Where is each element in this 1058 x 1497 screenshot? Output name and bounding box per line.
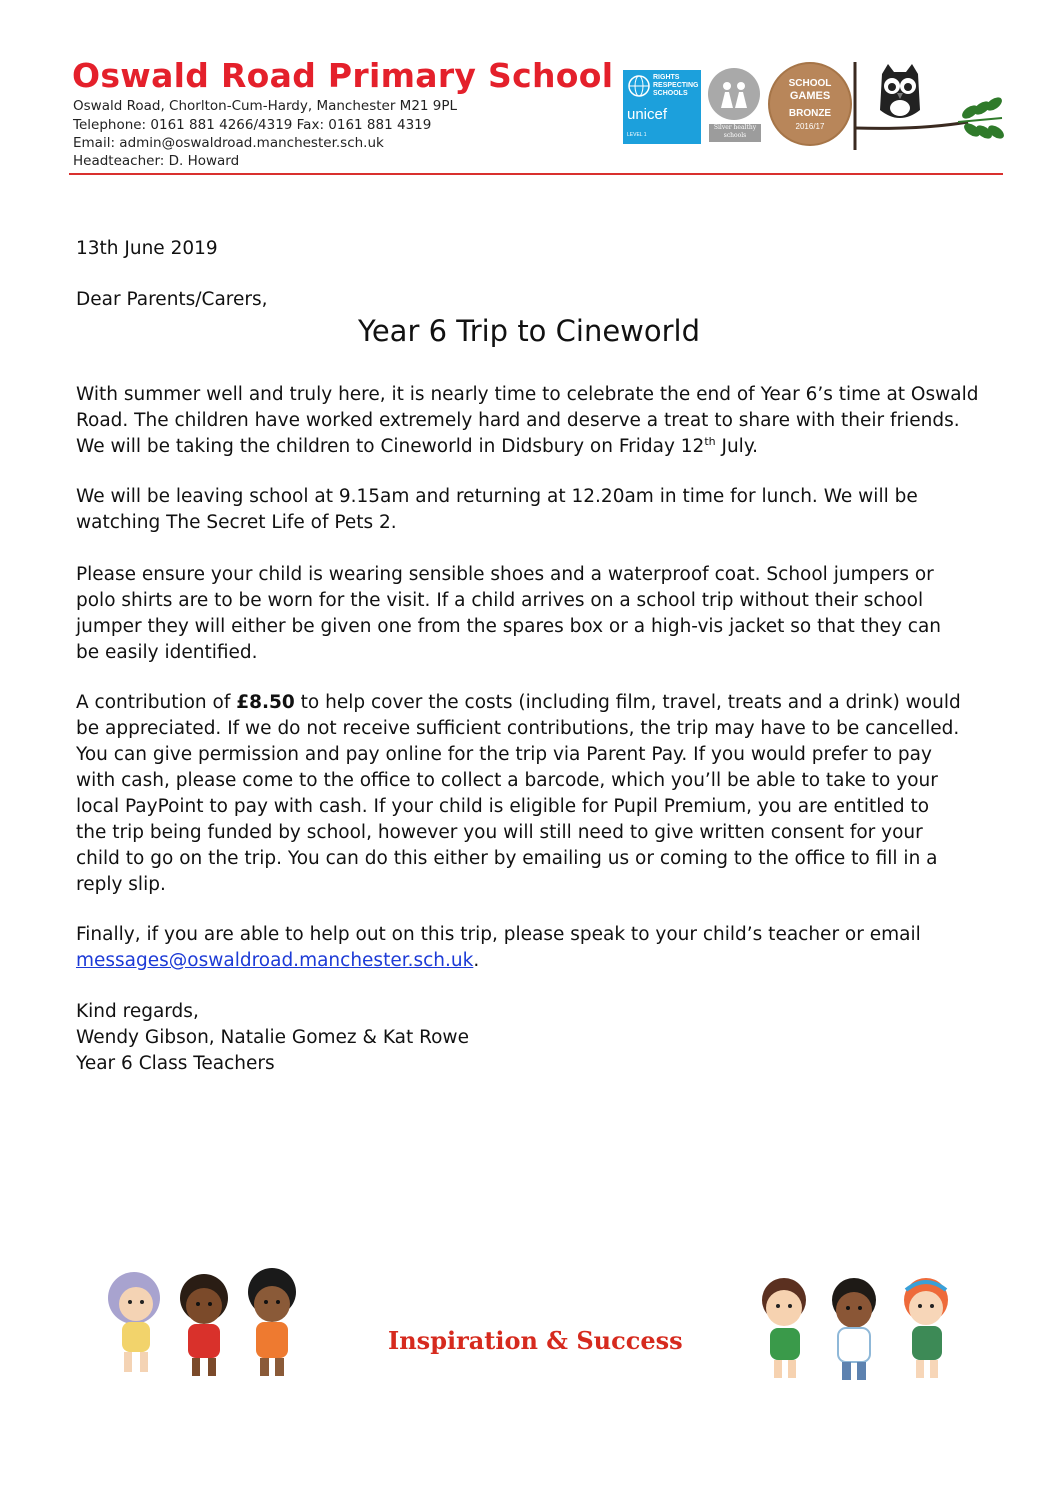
games-badge-line2: GAMES xyxy=(789,90,831,102)
child-figure-5 xyxy=(832,1278,876,1380)
paragraph-volunteer xyxy=(76,922,982,974)
paragraph-line: with cash, please come to the office to collect a barcode, which you’ll be able to take to your xyxy=(76,770,938,791)
child-figure-3 xyxy=(248,1268,296,1376)
healthy-schools-emblem xyxy=(708,68,760,120)
signatories: Wendy Gibson, Natalie Gomez & Kat Rowe xyxy=(76,1027,469,1048)
unicef-badge-text-2: RESPECTING xyxy=(653,82,699,89)
footer-motto: Inspiration & Success xyxy=(388,1326,683,1355)
paragraph-line: local PayPoint to pay with cash. If your child is eligible for Pupil Premium, you are entitled to xyxy=(76,796,930,817)
email-trailing: . xyxy=(473,950,480,971)
paragraph-line: Finally, if you are able to help out on this trip, please speak to your child’s teacher or email xyxy=(76,924,921,945)
children-illustration-right xyxy=(746,1266,966,1390)
paragraph-line: You can give permission and pay online for the trip via Parent Pay. If you would prefer to pay xyxy=(76,744,932,765)
school-games-bronze-badge xyxy=(768,62,852,146)
trip-date-text: We will be taking the children to Cineworld in Didsbury on Friday 12 xyxy=(76,436,705,457)
paragraph-line: With summer well and truly here, it is nearly time to celebrate the end of Year 6’s time at Oswald xyxy=(76,384,979,405)
letter-date: 13th June 2019 xyxy=(76,238,218,259)
child-figure-4 xyxy=(762,1278,806,1378)
healthy-schools-caption: Silver healthy schools xyxy=(709,124,761,142)
school-phone: Telephone: 0161 881 4266/4319 Fax: 0161 881 4319 xyxy=(73,117,432,133)
school-address: Oswald Road, Chorlton-Cum-Hardy, Manchester M21 9PL xyxy=(73,98,458,114)
paragraph-line xyxy=(76,948,982,974)
ordinal-suffix: th xyxy=(704,434,716,448)
unicef-brand: unicef xyxy=(627,106,668,123)
unicef-rights-respecting-badge xyxy=(623,70,701,144)
paragraph-line xyxy=(76,434,982,460)
signatory-role: Year 6 Class Teachers xyxy=(76,1053,275,1074)
contribution-lead: A contribution of xyxy=(76,692,237,713)
contribution-amount: £8.50 xyxy=(236,692,295,713)
contribution-rest: to help cover the costs (including film, travel, treats and a drink) would xyxy=(294,692,961,713)
games-badge-line1: SCHOOL xyxy=(788,78,832,89)
globe-icon xyxy=(627,74,651,98)
paragraph-line: the trip being funded by school, however you will still need to give written consent for your xyxy=(76,822,923,843)
school-email: Email: admin@oswaldroad.manchester.sch.uk xyxy=(73,135,384,151)
owl-on-branch-logo xyxy=(850,60,1010,152)
school-name: Oswald Road Primary School xyxy=(72,56,614,95)
child-figure-2 xyxy=(180,1274,228,1376)
owl-icon xyxy=(880,64,920,118)
paragraph-line: Road. The children have worked extremely hard and deserve a treat to share with their friends. xyxy=(76,410,960,431)
people-icon xyxy=(708,68,760,120)
paragraph-intro xyxy=(76,382,982,460)
unicef-badge-text-1: RIGHTS xyxy=(653,74,680,81)
leaves-icon xyxy=(958,95,1006,142)
paragraph-line xyxy=(76,690,982,716)
paragraph-line: We will be leaving school at 9.15am and returning at 12.20am in time for lunch. We will be xyxy=(76,486,918,507)
paragraph-line: be easily identified. xyxy=(76,642,258,663)
salutation: Dear Parents/Carers, xyxy=(76,289,268,310)
child-figure-1 xyxy=(108,1272,160,1372)
header-divider xyxy=(69,173,1003,175)
paragraph-line: polo shirts are to be worn for the visit. If a child arrives on a school trip without their school xyxy=(76,590,924,611)
paragraph-line: be appreciated. If we do not receive sufficient contributions, the trip may have to be cancelled. xyxy=(76,718,960,739)
child-figure-6 xyxy=(904,1278,948,1378)
trip-month-text: July. xyxy=(715,436,759,457)
paragraph-line: watching The Secret Life of Pets 2. xyxy=(76,512,397,533)
paragraph-line: jumper they will either be given one from the spares box or a high-vis jacket so that they can xyxy=(76,616,942,637)
paragraph-payment xyxy=(76,690,982,898)
signature-block xyxy=(76,999,982,1077)
headteacher: Headteacher: D. Howard xyxy=(73,153,240,169)
email-link[interactable]: messages@oswaldroad.manchester.sch.uk xyxy=(76,950,474,971)
paragraph-line: reply slip. xyxy=(76,874,166,895)
letter-title: Year 6 Trip to Cineworld xyxy=(357,314,701,348)
children-illustration-left xyxy=(96,1262,312,1386)
unicef-level: LEVEL 1 xyxy=(627,132,647,138)
paragraph-clothing xyxy=(76,562,982,666)
unicef-badge-text-3: SCHOOLS xyxy=(653,90,688,97)
healthy-schools-badge xyxy=(706,68,764,146)
games-badge-level: BRONZE xyxy=(788,108,832,119)
paragraph-schedule xyxy=(76,484,982,536)
paragraph-line: Please ensure your child is wearing sensible shoes and a waterproof coat. School jumpers or xyxy=(76,564,934,585)
games-badge-year: 2016/17 xyxy=(795,122,825,131)
paragraph-line: child to go on the trip. You can do this either by emailing us or coming to the office to fill in a xyxy=(76,848,938,869)
signoff: Kind regards, xyxy=(76,1001,199,1022)
